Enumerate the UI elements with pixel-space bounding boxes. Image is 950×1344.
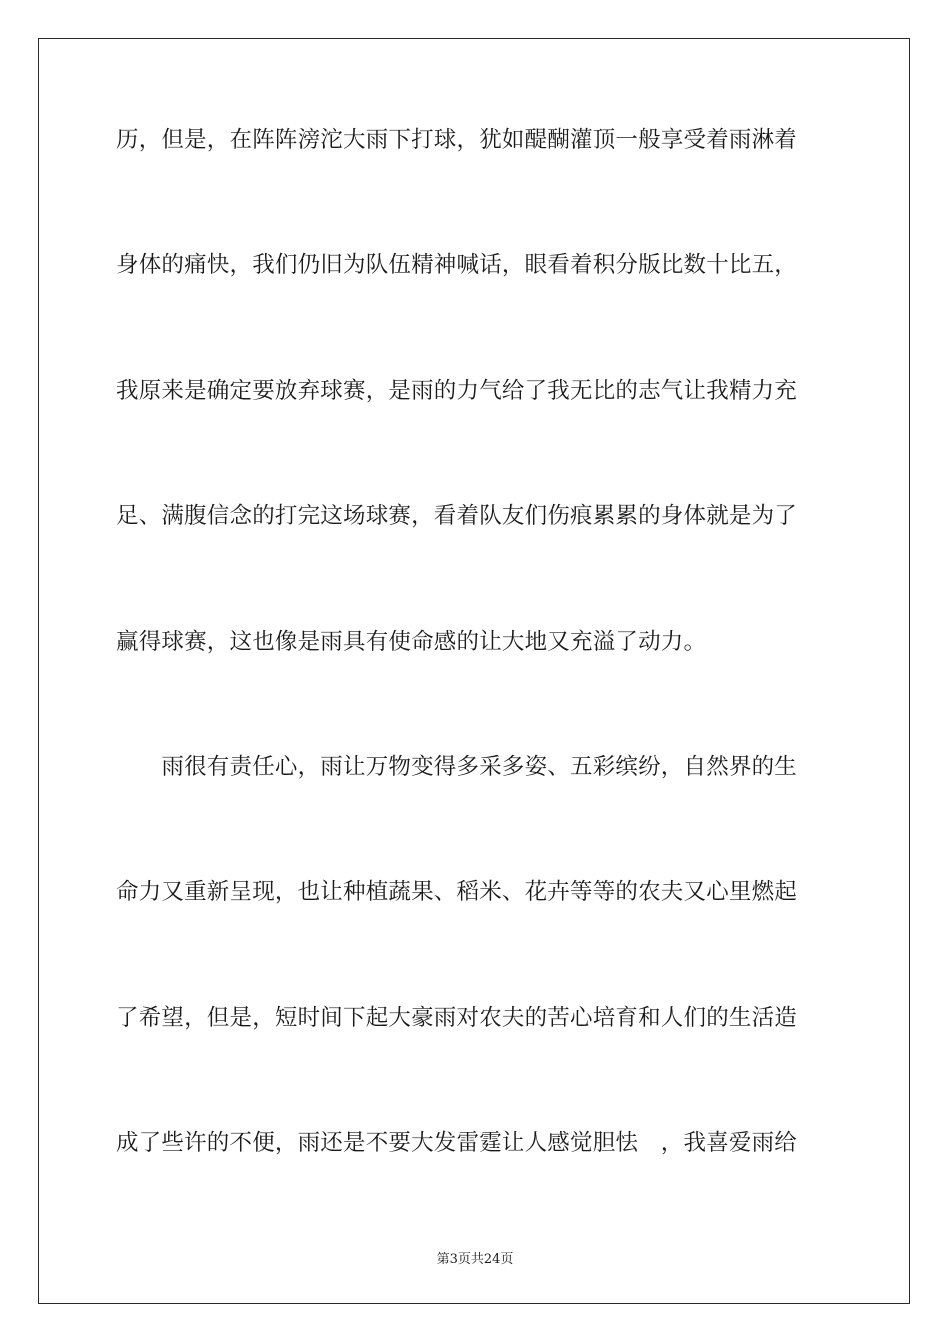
text-line: 足、满腹信念的打完这场球赛，看着队友们伤痕累累的身体就是为了	[116, 503, 798, 530]
page-number: 第3页	[436, 1252, 471, 1267]
page-total: 共24页	[470, 1252, 514, 1267]
text-line: 赢得球赛，这也像是雨具有使命感的让大地又充溢了动力。	[116, 628, 707, 655]
text-line: 身体的痛快，我们仍旧为队伍精神喊话，眼看着积分版比数十比五，	[116, 252, 798, 279]
text-line: 命力又重新呈现，也让种植蔬果、稻米、花卉等等的农夫又心里燃起	[116, 879, 798, 906]
text-line: 雨很有责任心，雨让万物变得多采多姿、五彩缤纷，自然界的生	[116, 753, 798, 780]
body-text	[116, 128, 836, 1257]
text-line: 我原来是确定要放弃球赛，是雨的力气给了我无比的志气让我精力充	[116, 377, 798, 404]
text-line: 成了些许的不便，雨还是不要大发雷霆让人感觉胆怯 ，我喜爱雨给	[116, 1130, 798, 1157]
text-line: 历，但是，在阵阵滂沱大雨下打球，犹如醍醐灌顶一般享受着雨淋着	[116, 127, 798, 153]
page-footer	[0, 1248, 950, 1267]
text-line: 了希望，但是，短时间下起大豪雨对农夫的苦心培育和人们的生活造	[116, 1004, 798, 1031]
